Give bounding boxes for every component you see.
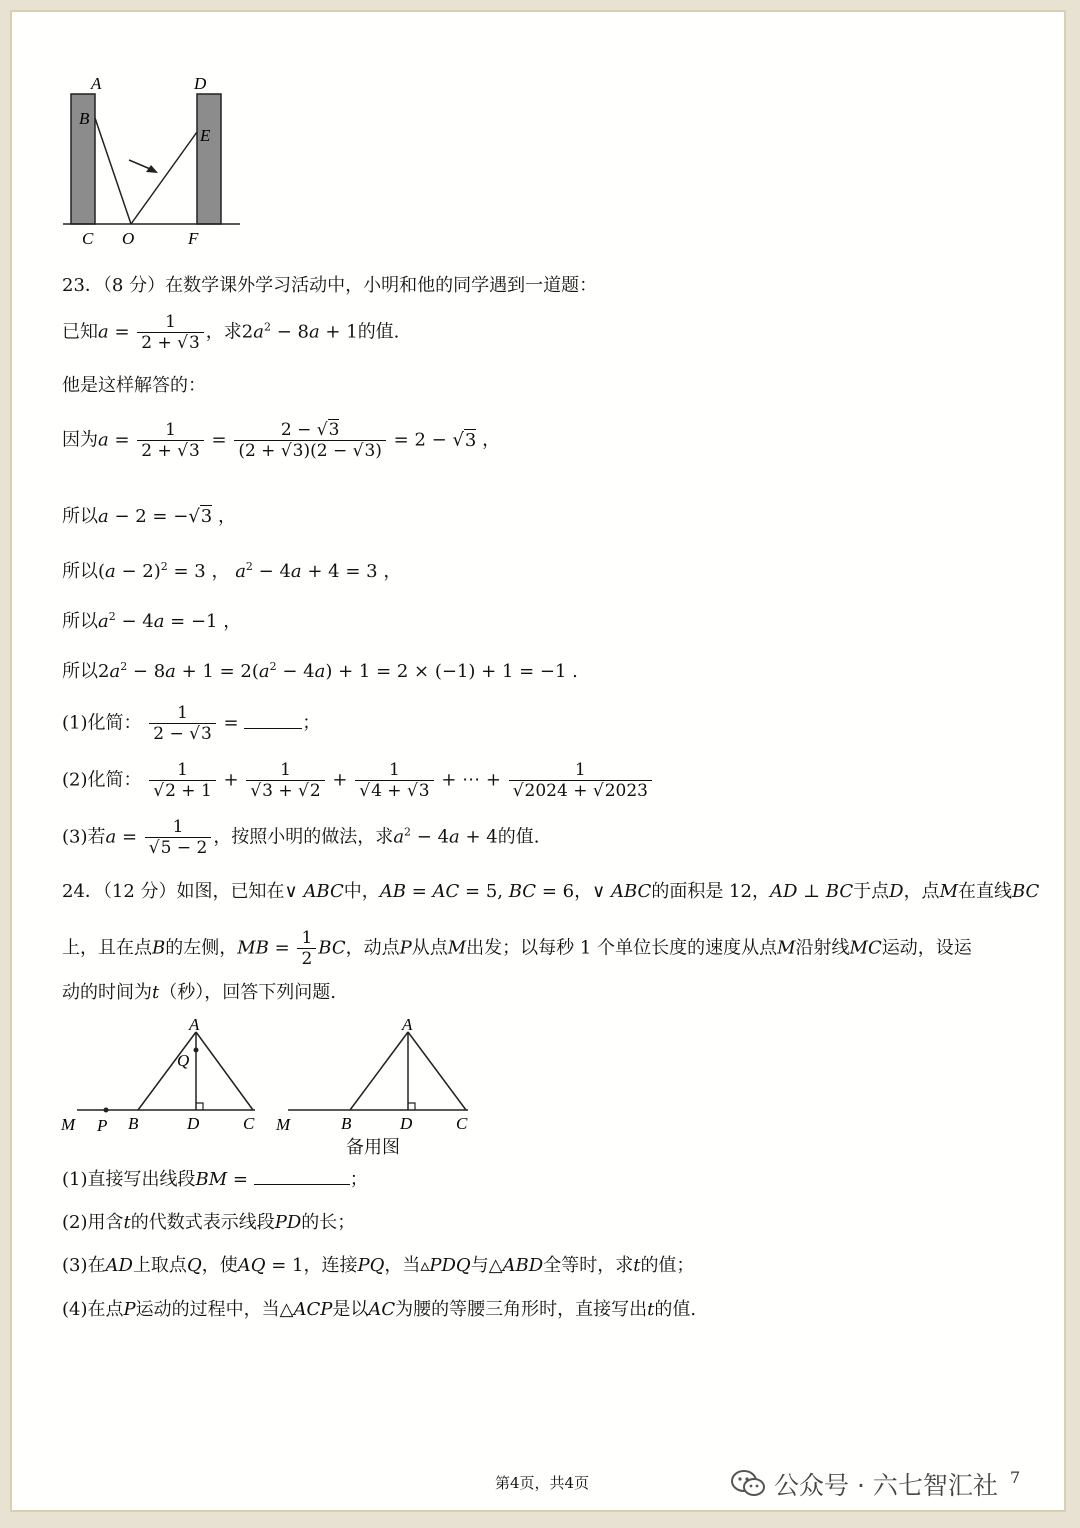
q23-step3: 所以$a^2 - 4a = -1$ ，: [62, 610, 242, 632]
q23-step1: 所以a − 2 = −√3 ，: [62, 506, 236, 527]
q23-part1: (1)化简： $\frac{1}{2 - √3}$ = ；: [62, 703, 321, 744]
tri1-label-A: A: [189, 1015, 200, 1034]
watermark-text: 公众号 · 六七智汇社: [774, 1471, 998, 1500]
tri1-label-Q: Q: [177, 1051, 190, 1070]
q23-because: 因为a = $\frac{1}{2 + √3}$ = $\frac{2 - √3}{(2 + √3)(2 - √3)}$ = 2 − √3 ，: [62, 420, 501, 461]
tri2-label-M: M: [276, 1115, 291, 1134]
wechat-icon: [730, 1469, 766, 1499]
tri1-label-C: C: [243, 1114, 255, 1133]
q23-header: 23．（8 分）在数学课外学习活动中，小明和他的同学遇到一道题：: [62, 275, 598, 296]
q23-solved-intro: 他是这样解答的：: [62, 375, 206, 396]
label-B: B: [79, 109, 90, 128]
q24-line3: 动的时间为t（秒），回答下列问题.: [62, 982, 336, 1003]
figure-ladder: [55, 70, 255, 255]
q23-part2: (2)化简： $\frac{1}{√2 + 1}$ + $\frac{1}{√3 + √2}$ + $\frac{1}{√4 + √3}$ + ⋯ + $\frac{1}{√2024 + √2023}$: [62, 760, 654, 801]
figure-triangle-main: [55, 1010, 270, 1135]
page-footer: 第4页，共4页: [495, 1474, 590, 1492]
label-C: C: [82, 229, 94, 248]
tri1-label-D: D: [187, 1114, 200, 1133]
label-D: D: [194, 74, 207, 93]
label-F: F: [188, 229, 199, 248]
tri1-label-B: B: [128, 1114, 139, 1133]
tri2-label-C: C: [456, 1114, 468, 1133]
q23-step4: 所以$2a^2 - 8a + 1 = 2(a^2 - 4a) + 1 = 2 \times (-1) + 1 = -1$ .: [62, 660, 578, 682]
tri2-label-D: D: [400, 1114, 413, 1133]
label-E: E: [200, 126, 211, 145]
q24-line2: 上，且在点B的左侧，MB = $\frac{1}{2}$ BC，动点P从点M出发；以每秒 1 个单位长度的速度从点M沿射线MC运动，设运: [62, 928, 972, 969]
label-O: O: [122, 229, 135, 248]
watermark: [730, 1466, 998, 1502]
q23-part3: (3)若a = $\frac{1}{√5 - 2}$ ，按照小明的做法，求$a^2 - 4a + 4$的值.: [62, 817, 540, 858]
q23-known: 已知a = $\frac{1}{2 + √3}$ ，求$2a^2 - 8a + 1$的值.: [62, 312, 400, 353]
tri2-label-B: B: [341, 1114, 352, 1133]
q24-line1: 24．（12 分）如图，已知在∨ ABC中，AB = AC = 5, BC = 6，∨ ABC的面积是 12，AD ⊥ BC于点D，点M在直线BC: [62, 881, 1040, 902]
spare-figure-caption: 备用图: [346, 1137, 400, 1158]
label-A: A: [91, 74, 102, 93]
tri1-label-P: P: [97, 1116, 108, 1135]
q24-part2: (2)用含t的代数式表示线段PD的长；: [62, 1212, 356, 1233]
figure-triangle-spare: [270, 1010, 485, 1135]
q24-part1: (1)直接写出线段BM = ；: [62, 1169, 368, 1190]
page-number: 7: [1010, 1468, 1021, 1487]
tri1-label-M: M: [61, 1115, 76, 1134]
q24-part4: (4)在点P运动的过程中，当△ACP是以AC为腰的等腰三角形时，直接写出t的值.: [62, 1299, 697, 1320]
tri2-label-A: A: [402, 1015, 413, 1034]
q23-step2: 所以$(a - 2)^2 = 3$ ， $a^2 - 4a + 4 = 3$ ，: [62, 560, 402, 582]
q24-part3: (3)在AD上取点Q，使AQ = 1，连接PQ，当▵PDQ与△ABD全等时，求t的值；: [62, 1255, 695, 1276]
